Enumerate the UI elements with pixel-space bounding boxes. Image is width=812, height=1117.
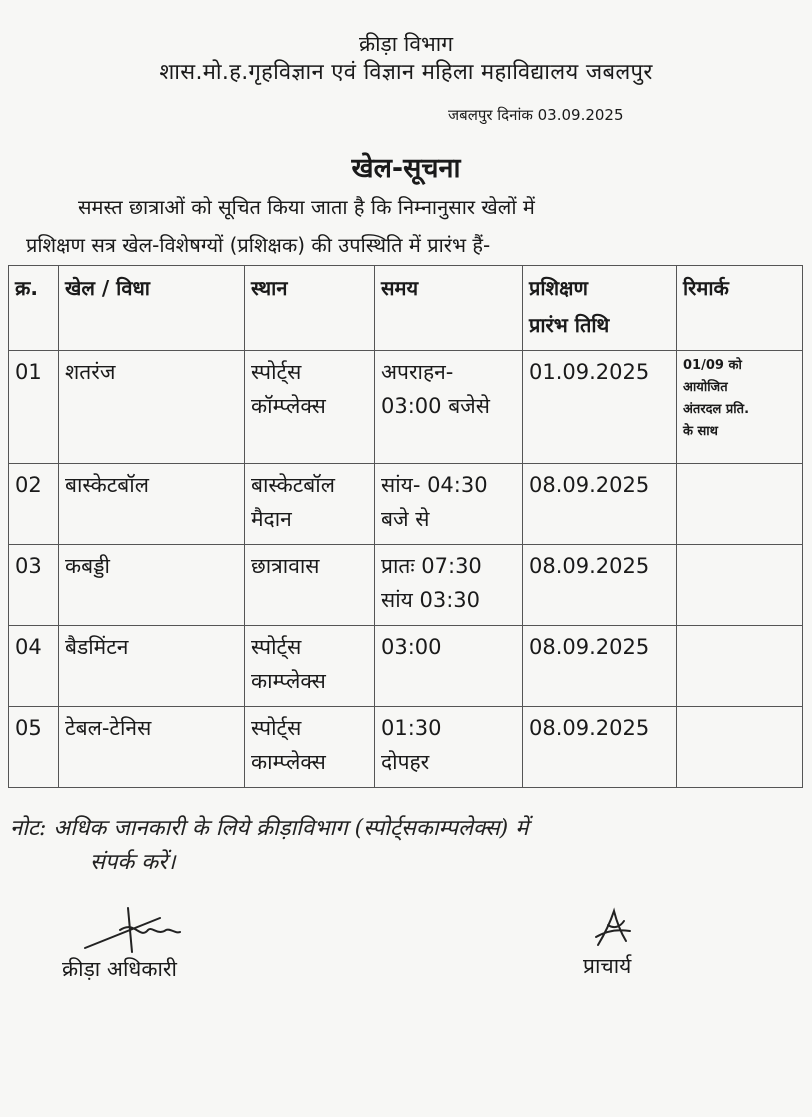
table-row [9,351,803,464]
header-remark: रिमार्क [677,266,803,351]
place-line2: काम्प्लेक्स [251,669,326,693]
note-line-1: नोट: अधिक जानकारी के लिये क्रीड़ाविभाग (स्पोर्ट्सकाम्पलेक्स) में [10,816,529,841]
cell-sport: बास्केटबॉल [59,464,245,545]
table-row [9,545,803,626]
cell-place [245,464,375,545]
cell-sport: बैडमिंटन [59,626,245,707]
place-line1: स्पोर्ट्स [251,360,302,384]
cell-remark [677,464,803,545]
cell-date: 08.09.2025 [523,464,677,545]
time-line1: 01:30 [381,716,442,740]
dateline: जबलपुर दिनांक 03.09.2025 [448,106,624,124]
place-line1: बास्केटबॉल [251,473,335,497]
time-line2: दोपहर [381,750,430,774]
header-start-line1: प्रशिक्षण [529,276,588,300]
header-start-date [523,266,677,351]
time-line2: 03:00 बजेसे [381,394,490,418]
remark-line1: 01/09 को [683,358,742,373]
cell-sno: 05 [9,707,59,788]
cell-time [375,464,523,545]
cell-place [245,626,375,707]
place-line2: काम्प्लेक्स [251,750,326,774]
note-line-2: संपर्क करें। [90,850,176,875]
table-row [9,707,803,788]
remark-line4: के साथ [683,424,718,439]
cell-sport: टेबल-टेनिस [59,707,245,788]
intro-line-1: समस्त छात्राओं को सूचित किया जाता है कि निम्नानुसार खेलों में [78,195,535,219]
cell-sport: कबड्डी [59,545,245,626]
time-line1: प्रातः 07:30 [381,554,482,578]
header-sport: खेल / विधा [59,266,245,351]
cell-place [245,545,375,626]
department-name: क्रीड़ा विभाग [358,32,454,56]
cell-date: 08.09.2025 [523,545,677,626]
principal-signature-icon [590,905,640,950]
cell-date: 08.09.2025 [523,707,677,788]
cell-remark [677,707,803,788]
time-line1: अपराहन- [381,360,454,384]
time-line1: 03:00 [381,635,442,659]
cell-sno: 04 [9,626,59,707]
cell-sport: शतरंज [59,351,245,464]
notice-title: खेल-सूचना [351,153,461,184]
place-line1: छात्रावास [251,554,320,578]
cell-remark [677,545,803,626]
cell-remark [677,351,803,464]
header-start-line2: प्रारंभ तिथि [529,313,610,337]
cell-time [375,545,523,626]
cell-sno: 02 [9,464,59,545]
time-line2: सांय 03:30 [381,588,481,612]
table-header-row [9,266,803,351]
cell-time [375,707,523,788]
table-row [9,464,803,545]
principal-title: प्राचार्य [583,954,632,978]
cell-time [375,626,523,707]
cell-date: 01.09.2025 [523,351,677,464]
officer-title: क्रीड़ा अधिकारी [62,957,177,981]
header-time: समय [375,266,523,351]
place-line1: स्पोर्ट्स [251,635,302,659]
time-line1: सांय- 04:30 [381,473,488,497]
header-sno: क्र. [9,266,59,351]
cell-place [245,707,375,788]
cell-place [245,351,375,464]
cell-date: 08.09.2025 [523,626,677,707]
cell-remark [677,626,803,707]
table-row [9,626,803,707]
place-line2: कॉम्प्लेक्स [251,394,326,418]
cell-time [375,351,523,464]
place-line1: स्पोर्ट्स [251,716,302,740]
time-line2: बजे से [381,507,430,531]
remark-line2: आयोजित [683,380,728,395]
cell-sno: 03 [9,545,59,626]
header-place: स्थान [245,266,375,351]
officer-signature-icon [80,900,190,960]
place-line2: मैदान [251,507,292,531]
remark-line3: अंतरदल प्रति. [683,402,750,417]
intro-line-2: प्रशिक्षण सत्र खेल-विशेषग्यों (प्रशिक्षक) की उपस्थिति में प्रारंभ हैं- [26,233,491,257]
cell-sno: 01 [9,351,59,464]
college-name: शास.मो.ह.गृहविज्ञान एवं विज्ञान महिला महाविद्यालय जबलपुर [159,60,653,85]
schedule-table [8,265,803,788]
handwritten-note [10,812,810,880]
